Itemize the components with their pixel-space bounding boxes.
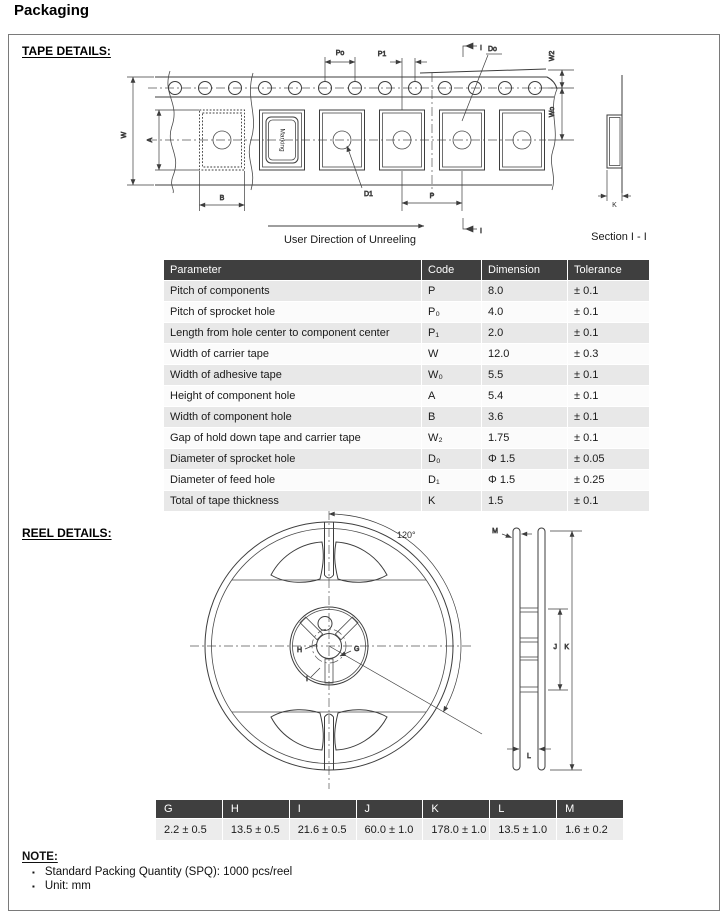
carrier-tape-outline xyxy=(155,69,557,193)
cell-m: 1.6 ± 0.2 xyxy=(557,819,624,841)
cell-tolerance: ± 0.25 xyxy=(568,470,650,491)
column-header-m: M xyxy=(557,800,624,819)
cell-parameter: Gap of hold down tape and carrier tape xyxy=(164,428,422,449)
note-item xyxy=(32,880,292,892)
table-row xyxy=(164,449,650,470)
flange-right xyxy=(538,528,545,770)
column-header-code: Code xyxy=(422,260,482,281)
cell-tolerance: ± 0.1 xyxy=(568,302,650,323)
cell-tolerance: ± 0.1 xyxy=(568,323,650,344)
tape-dimensions xyxy=(121,43,574,235)
cell-dimension: Φ 1.5 xyxy=(482,449,568,470)
table-row xyxy=(164,386,650,407)
column-header-l: L xyxy=(490,800,557,819)
column-header-parameter: Parameter xyxy=(164,260,422,281)
cell-dimension: 1.75 xyxy=(482,428,568,449)
cell-k: 178.0 ± 1.0 xyxy=(423,819,490,841)
dim-label-m: M xyxy=(492,528,498,535)
cell-tolerance: ± 0.3 xyxy=(568,344,650,365)
table-header-row xyxy=(164,260,650,281)
dim-label-b: B xyxy=(219,195,225,202)
cell-dimension: 5.4 xyxy=(482,386,568,407)
bullet-icon: ▪ xyxy=(32,882,35,891)
table-row xyxy=(164,470,650,491)
cell-tolerance: ± 0.1 xyxy=(568,491,650,512)
dim-label-i: I xyxy=(306,676,308,683)
side-view-dimensions xyxy=(492,528,582,770)
cell-tolerance: ± 0.05 xyxy=(568,449,650,470)
cell-code: W xyxy=(422,344,482,365)
table-row xyxy=(164,323,650,344)
dim-label-d1: D1 xyxy=(364,191,373,198)
cell-code: B xyxy=(422,407,482,428)
cell-code: W₂ xyxy=(422,428,482,449)
unreel-direction-label: User Direction of Unreeling xyxy=(283,234,417,246)
cell-dimension: 5.5 xyxy=(482,365,568,386)
column-header-h: H xyxy=(222,800,289,819)
cell-code: P₁ xyxy=(422,323,482,344)
reel-front-view xyxy=(190,511,482,789)
column-header-dimension: Dimension xyxy=(482,260,568,281)
tape-drawing xyxy=(110,40,725,252)
section-view-label: Section I - I xyxy=(591,231,647,243)
hub-dimension-labels xyxy=(297,644,360,683)
dim-label-wo: Wo xyxy=(549,106,556,118)
cell-dimension: 1.5 xyxy=(482,491,568,512)
cell-parameter: Width of adhesive tape xyxy=(164,365,422,386)
column-header-k: K xyxy=(423,800,490,819)
reel-details-heading: REEL DETAILS: xyxy=(22,526,112,540)
dim-label-po: Po xyxy=(335,50,345,57)
cell-parameter: Pitch of sprocket hole xyxy=(164,302,422,323)
section-view xyxy=(591,75,647,243)
dim-label-p: P xyxy=(429,193,435,200)
section-marker-top-label: I xyxy=(480,45,482,52)
cell-g: 2.2 ± 0.5 xyxy=(156,819,223,841)
bullet-icon: ▪ xyxy=(32,868,35,877)
cell-tolerance: ± 0.1 xyxy=(568,428,650,449)
tape-spec-table xyxy=(163,259,650,512)
cell-dimension: 3.6 xyxy=(482,407,568,428)
cell-code: K xyxy=(422,491,482,512)
cell-tolerance: ± 0.1 xyxy=(568,281,650,302)
cell-tolerance: ± 0.1 xyxy=(568,386,650,407)
cell-parameter: Diameter of sprocket hole xyxy=(164,449,422,470)
cell-dimension: Φ 1.5 xyxy=(482,470,568,491)
cell-code: W₀ xyxy=(422,365,482,386)
dim-label-do: Do xyxy=(488,46,497,53)
column-header-g: G xyxy=(156,800,223,819)
note-section xyxy=(22,851,292,894)
holddown-tape-peel xyxy=(420,69,546,73)
cell-tolerance: ± 0.1 xyxy=(568,365,650,386)
table-row xyxy=(164,281,650,302)
cell-parameter: Length from hole center to component center xyxy=(164,323,422,344)
dim-label-a: A xyxy=(147,137,154,143)
table-row xyxy=(164,344,650,365)
dim-label-p1: P1 xyxy=(377,51,387,58)
cell-code: P xyxy=(422,281,482,302)
break-line-mid xyxy=(249,73,253,190)
tape-right-edge xyxy=(551,89,557,190)
note-heading: NOTE: xyxy=(22,851,58,863)
cell-parameter: Width of carrier tape xyxy=(164,344,422,365)
column-header-j: J xyxy=(356,800,423,819)
cell-dimension: 2.0 xyxy=(482,323,568,344)
column-header-tolerance: Tolerance xyxy=(568,260,650,281)
page-title: Packaging xyxy=(14,2,90,19)
cell-code: D₀ xyxy=(422,449,482,470)
dim-label-k-section: K xyxy=(612,202,617,209)
dim-label-l: L xyxy=(527,753,531,760)
dim-label-g: G xyxy=(354,646,360,653)
pocket-with-component xyxy=(260,110,305,170)
angle-label: 120° xyxy=(397,530,416,540)
reel-side-view xyxy=(492,528,582,770)
table-row xyxy=(156,819,624,841)
note-item-text: Standard Packing Quantity (SPQ): 1000 pcs/reel xyxy=(44,866,293,878)
dim-label-h: H xyxy=(296,647,302,654)
cell-j: 60.0 ± 1.0 xyxy=(356,819,423,841)
reel-spec-table xyxy=(155,799,624,841)
dim-label-w2: W2 xyxy=(549,50,556,62)
table-row xyxy=(164,428,650,449)
table-row xyxy=(164,302,650,323)
cell-h: 13.5 ± 0.5 xyxy=(222,819,289,841)
dim-label-w: W xyxy=(121,131,128,139)
cell-code: D₁ xyxy=(422,470,482,491)
dim-label-j: J xyxy=(553,644,557,651)
cell-dimension: 4.0 xyxy=(482,302,568,323)
table-row xyxy=(164,365,650,386)
positioning-hole xyxy=(318,617,332,631)
column-header-i: I xyxy=(289,800,356,819)
cell-code: A xyxy=(422,386,482,407)
cell-dimension: 12.0 xyxy=(482,344,568,365)
table-header-row xyxy=(156,800,624,819)
cell-dimension: 8.0 xyxy=(482,281,568,302)
note-item xyxy=(32,866,292,878)
tape-details-heading: TAPE DETAILS: xyxy=(22,44,111,58)
unreel-direction xyxy=(268,226,424,246)
cell-l: 13.5 ± 1.0 xyxy=(490,819,557,841)
table-row xyxy=(164,407,650,428)
cell-parameter: Width of component hole xyxy=(164,407,422,428)
cell-tolerance: ± 0.1 xyxy=(568,407,650,428)
cell-parameter: Diameter of feed hole xyxy=(164,470,422,491)
section-marker-bottom-label: I xyxy=(480,228,482,235)
note-item-text: Unit: mm xyxy=(44,880,91,892)
cell-parameter: Pitch of components xyxy=(164,281,422,302)
reel-drawing xyxy=(150,505,620,795)
dim-label-k: K xyxy=(564,644,569,651)
marking-label: Marking xyxy=(278,128,286,152)
cell-i: 21.6 ± 0.5 xyxy=(289,819,356,841)
cell-parameter: Total of tape thickness xyxy=(164,491,422,512)
cell-parameter: Height of component hole xyxy=(164,386,422,407)
cell-code: P₀ xyxy=(422,302,482,323)
flange-left xyxy=(513,528,520,770)
